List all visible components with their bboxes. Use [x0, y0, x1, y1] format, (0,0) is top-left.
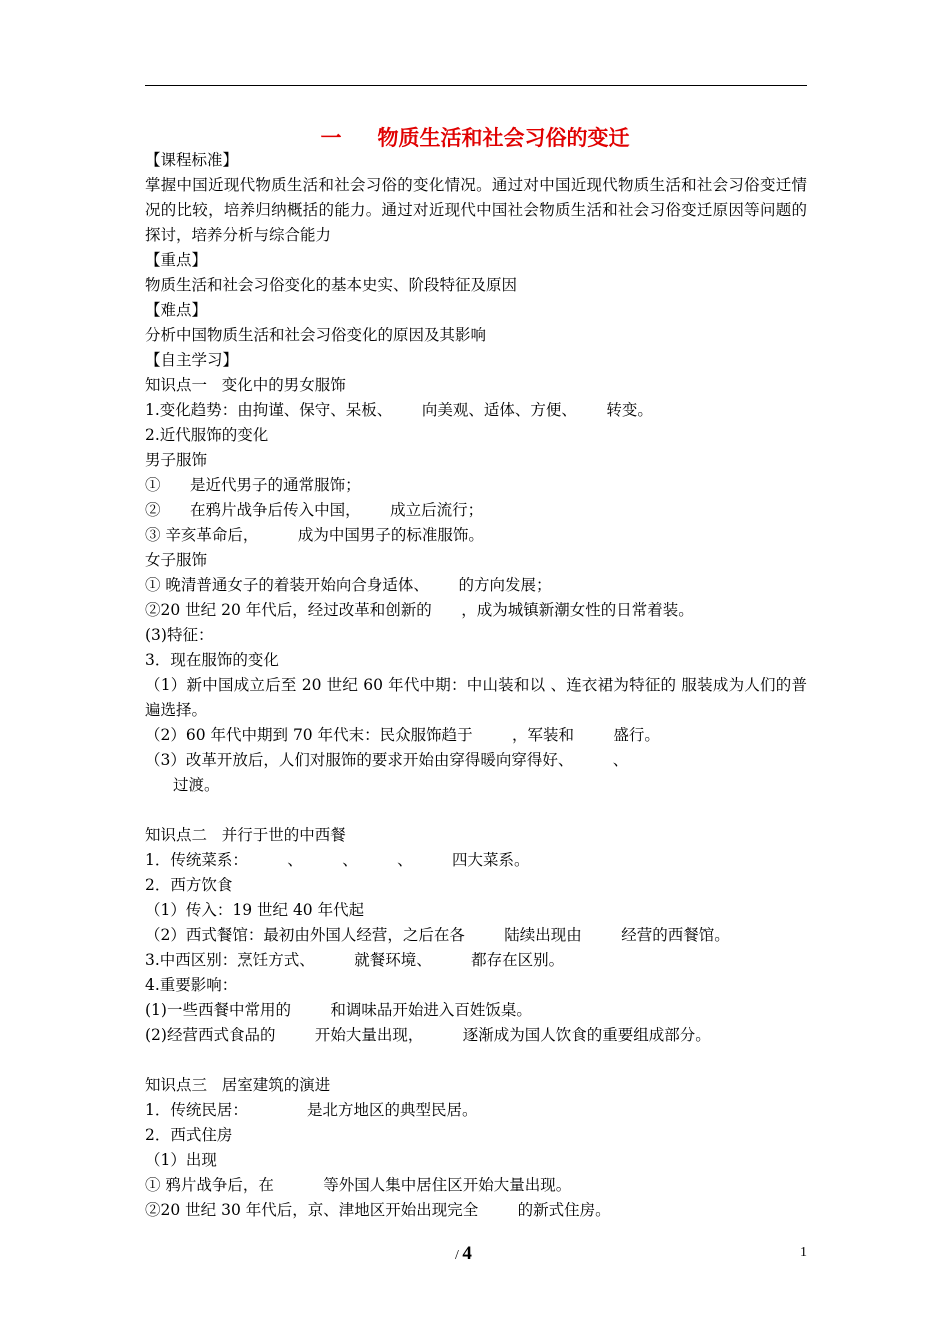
text-line: 分析中国物质生活和社会习俗变化的原因及其影响	[145, 326, 487, 344]
text-line: 3.中西区别：烹饪方式、 就餐环境、 都存在区别。	[145, 951, 565, 969]
total-pages: 4	[462, 1243, 472, 1264]
paragraph: 掌握中国近现代物质生活和社会习俗的变化情况。通过对中国近现代物质生活和社会习俗变迁情况的比较，培养归纳概括的能力。通过对近现代中国社会物质生活和社会习俗变迁原因等问题的探讨，培养分析与综合能力	[145, 176, 807, 244]
text-line: （1）出现	[145, 1151, 217, 1169]
text-line: 过渡。	[173, 776, 220, 794]
text-line: (3)特征：	[145, 626, 214, 644]
text-line: 男子服饰	[145, 451, 208, 469]
section-heading: 【重点】	[145, 251, 208, 269]
text-line: 女子服饰	[145, 551, 208, 569]
header-rule	[145, 85, 807, 86]
blank-line	[145, 1048, 807, 1073]
blank-line	[145, 798, 807, 823]
text-line: ②20 世纪 30 年代后，京、津地区开始出现完全 的新式住房。	[145, 1201, 611, 1219]
text-line: （2）西式餐馆：最初由外国人经营，之后在各 陆续出现由 经营的西餐馆。	[145, 926, 730, 944]
document-body	[145, 148, 807, 1223]
text-line: ① 鸦片战争后，在 等外国人集中居住区开始大量出现。	[145, 1176, 572, 1194]
text-line: 2.近代服饰的变化	[145, 426, 269, 444]
text-line: (2)经营西式食品的 开始大量出现， 逐渐成为国人饮食的重要组成部分。	[145, 1026, 711, 1044]
section-heading: 【课程标准】	[145, 151, 239, 169]
knowledge-point-heading: 知识点二 并行于世的中西餐	[145, 826, 346, 844]
text-line: (1)一些西餐中常用的 和调味品开始进入百姓饭桌。	[145, 1001, 532, 1019]
paragraph: （1）新中国成立后至 20 世纪 60 年代中期：中山装和以 、连衣裙为特征的 服装成为人们的普遍选择。	[145, 676, 807, 719]
text-line: （3）改革开放后，人们对服饰的要求开始由穿得暖向穿得好、 、	[145, 751, 629, 769]
knowledge-point-heading: 知识点三 居室建筑的演进	[145, 1076, 331, 1094]
text-line: ① 是近代男子的通常服饰；	[145, 476, 361, 494]
text-line: 1．传统菜系： 、 、 、 四大菜系。	[145, 851, 530, 869]
text-line: ② 在鸦片战争后传入中国， 成立后流行；	[145, 501, 484, 519]
text-line: 1．传统民居： 是北方地区的典型民居。	[145, 1101, 478, 1119]
page-number: 1	[800, 1245, 807, 1260]
text-line: 1.变化趋势：由拘谨、保守、呆板、 向美观、适体、方便、 转变。	[145, 401, 653, 419]
text-line: 物质生活和社会习俗变化的基本史实、阶段特征及原因	[145, 276, 518, 294]
text-line: （1）传入：19 世纪 40 年代起	[145, 901, 365, 919]
text-line: ① 晚清普通女子的着装开始向合身适体、 的方向发展；	[145, 576, 552, 594]
section-heading: 【自主学习】	[145, 351, 239, 369]
lesson-number: 一	[320, 126, 342, 150]
text-line: ③ 辛亥革命后， 成为中国男子的标准服饰。	[145, 526, 484, 544]
knowledge-point-heading: 知识点一 变化中的男女服饰	[145, 376, 346, 394]
text-line: 2．西方饮食	[145, 876, 233, 894]
section-heading: 【难点】	[145, 301, 208, 319]
text-line: （2）60 年代中期到 70 年代末：民众服饰趋于 ，军装和 盛行。	[145, 726, 660, 744]
lesson-title-text: 物质生活和社会习俗的变迁	[377, 126, 630, 150]
text-line: 4.重要影响：	[145, 976, 238, 994]
page-separator: /	[455, 1248, 459, 1263]
text-line: 2．西式住房	[145, 1126, 233, 1144]
text-line: ②20 世纪 20 年代后，经过改革和创新的 ，成为城镇新潮女性的日常着装。	[145, 601, 694, 619]
page-count	[455, 1244, 472, 1266]
text-line: 3．现在服饰的变化	[145, 651, 279, 669]
